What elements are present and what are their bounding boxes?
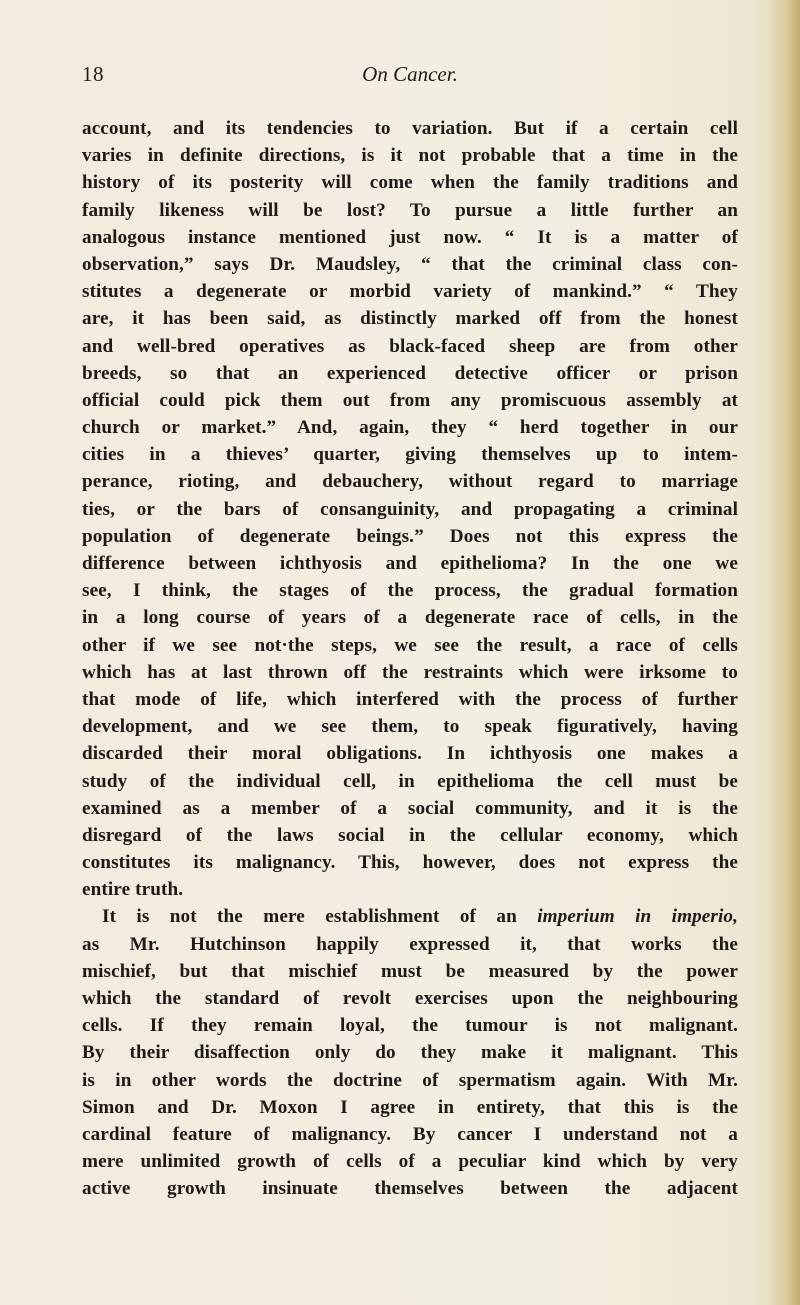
text-line: church or market.” And, again, they “ herd together in our	[82, 417, 738, 439]
text-line: is in other words the doctrine of spermatism again. With Mr.	[82, 1069, 738, 1091]
page-number: 18	[82, 62, 104, 86]
text-line: examined as a member of a social community, and it is the	[82, 797, 738, 819]
text-line: perance, rioting, and debauchery, without regard to marriage	[82, 471, 738, 493]
text-line: cities in a thieves’ quarter, giving themselves up to intem-	[82, 444, 738, 466]
text-line: family likeness will be lost? To pursue a little further an	[82, 199, 738, 221]
text-line: that mode of life, which interfered with the process of further	[82, 688, 738, 710]
text-line: study of the individual cell, in epithelioma the cell must be	[82, 770, 738, 792]
text-line: official could pick them out from any promiscuous assembly at	[82, 389, 738, 411]
text-line: are, it has been said, as distinctly marked off from the honest	[82, 308, 738, 330]
text-line: constitutes its malignancy. This, however, does not express the	[82, 852, 738, 874]
text-line: population of degenerate beings.” Does not this express the	[82, 525, 738, 547]
text-line: history of its posterity will come when the family traditions and	[82, 172, 738, 194]
page-header	[82, 62, 738, 96]
text-line: mischief, but that mischief must be measured by the power	[82, 960, 738, 982]
text-line: cardinal feature of malignancy. By cancer I understand not a	[82, 1123, 738, 1145]
text-line: which the standard of revolt exercises upon the neighbouring	[82, 988, 738, 1009]
text-line: analogous instance mentioned just now. “ It is a matter of	[82, 226, 738, 248]
text-line: disregard of the laws social in the cellular economy, which	[82, 824, 738, 846]
text-line: which has at last thrown off the restraints which were irksome to	[82, 661, 738, 683]
text-line: other if we see not·the steps, we see the result, a race of cells	[82, 634, 738, 656]
text-line: and well-bred operatives as black-faced sheep are from other	[82, 335, 738, 357]
text-line: see, I think, the stages of the process, the gradual formation	[82, 580, 738, 602]
text-line: ties, or the bars of consanguinity, and propagating a criminal	[82, 498, 738, 520]
text-line: cells. If they remain loyal, the tumour is not malignant.	[82, 1015, 738, 1037]
text-line: difference between ichthyosis and epithelioma? In the one we	[82, 553, 738, 574]
page-edge-shading	[768, 0, 800, 1305]
italic-phrase: imperium in imperio,	[537, 906, 738, 928]
text-line: By their disaffection only do they make it malignant. This	[82, 1042, 738, 1064]
text-run: It is not the mere establishment of an	[102, 906, 538, 928]
text-line: mere unlimited growth of cells of a peculiar kind which by very	[82, 1151, 738, 1173]
text-line: in a long course of years of a degenerate race of cells, in the	[82, 607, 738, 629]
text-line	[82, 903, 738, 930]
text-line: account, and its tendencies to variation. But if a certain cell	[82, 118, 738, 139]
paragraph-2	[82, 903, 738, 1202]
text-line: Simon and Dr. Moxon I agree in entirety, that this is the	[82, 1096, 738, 1118]
paragraph-1	[82, 115, 738, 903]
text-line: varies in definite directions, is it not probable that a time in the	[82, 145, 738, 167]
text-line: discarded their moral obligations. In ichthyosis one makes a	[82, 743, 738, 765]
text-line: breeds, so that an experienced detective officer or prison	[82, 362, 738, 384]
text-line: development, and we see them, to speak figuratively, having	[82, 716, 738, 738]
text-line: stitutes a degenerate or morbid variety of mankind.” “ They	[82, 281, 738, 303]
text-line: as Mr. Hutchinson happily expressed it, that works the	[82, 933, 738, 955]
text-line: observation,” says Dr. Maudsley, “ that the criminal class con-	[82, 253, 738, 275]
body-text	[82, 115, 738, 1203]
text-line: active growth insinuate themselves between the adjacent	[82, 1178, 738, 1200]
text-line: entire truth.	[82, 879, 184, 901]
running-title: On Cancer.	[362, 62, 458, 86]
